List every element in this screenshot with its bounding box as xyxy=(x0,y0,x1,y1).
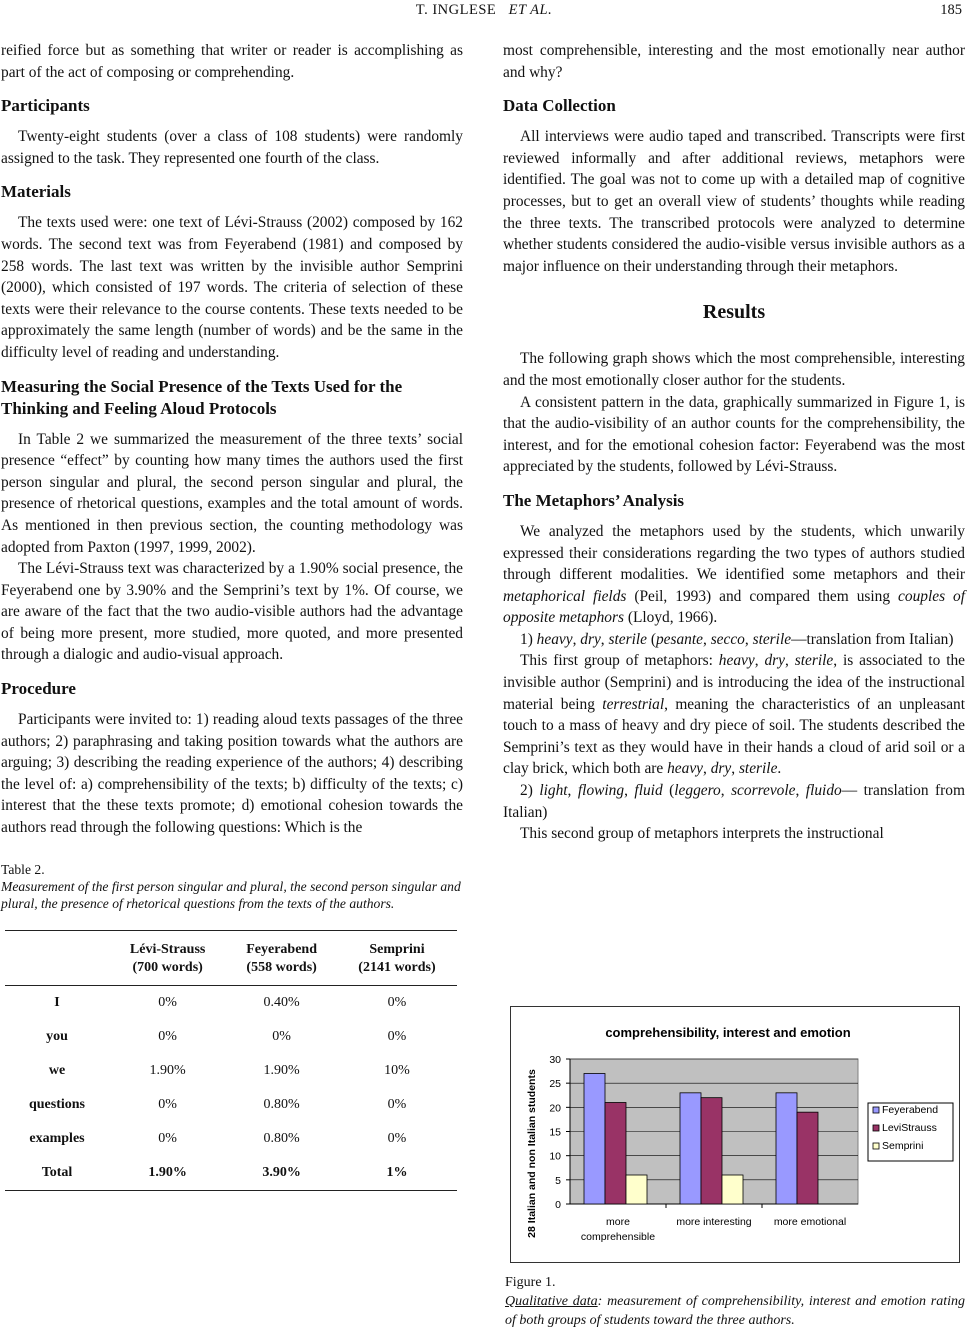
text-run: , xyxy=(703,760,711,778)
legend-swatch xyxy=(873,1107,879,1113)
results-paragraph-1: The following graph shows which the most comprehensible, interesting and the most emotionally closer author for the students. xyxy=(503,350,965,389)
text-run: ( xyxy=(646,630,656,648)
table-header-row xyxy=(5,930,457,985)
italic-run: dry xyxy=(764,652,785,670)
metaphors-paragraph-2 xyxy=(503,629,965,651)
table-cell: 1% xyxy=(337,1156,457,1191)
table-cell: 0% xyxy=(158,994,177,1010)
text-run: — translation from Italian) xyxy=(503,782,965,821)
y-tick-label: 20 xyxy=(549,1102,561,1115)
procedure-paragraph: Participants were invited to: 1) reading aloud texts passages of the three authors; 2) paraphrasing and taking position towards what the authors are arguing; 3) describing the reading experience of the authors; 4) describing the level of: a) comprehensibility of the texts; b) difficulty of the texts; c) interest that the these texts promote; d) emotional cohesion towards the authors read through the following questions: Which is the xyxy=(1,711,463,837)
text-run: , xyxy=(624,782,635,800)
row-label: examples xyxy=(29,1130,85,1146)
running-header xyxy=(0,0,968,22)
left-column xyxy=(1,40,463,1191)
figure-label: Figure 1. xyxy=(505,1275,556,1290)
italic-run: couples of opposite metaphors xyxy=(503,587,966,627)
table-row xyxy=(5,1088,457,1122)
header-words: (558 words) xyxy=(246,959,317,975)
table-cell: 1.90% xyxy=(149,1062,186,1078)
italic-run: heavy xyxy=(536,630,573,648)
table-header-semprini xyxy=(337,930,457,985)
table-header-levi-strauss xyxy=(109,930,226,985)
header-etal: ET AL. xyxy=(508,2,553,18)
table-caption xyxy=(1,878,463,912)
text-run: . xyxy=(777,760,782,778)
legend-label: Feyerabend xyxy=(882,1104,939,1116)
italic-run: sterile xyxy=(608,630,647,648)
legend-label: LeviStrauss xyxy=(882,1122,937,1134)
table-header-blank xyxy=(5,930,109,985)
metaphors-paragraph-1 xyxy=(503,521,965,629)
table-row xyxy=(5,1020,457,1054)
bar-chart-svg xyxy=(511,1007,959,1262)
italic-run: dry xyxy=(710,760,732,778)
row-label: I xyxy=(54,994,60,1010)
text-run: , xyxy=(567,782,578,800)
left-intro-paragraph: reified force but as something that writer or reader is accomplishing as part of the act of composing or comprehending. xyxy=(1,42,463,81)
bar-semprini xyxy=(722,1175,743,1204)
participants-paragraph: Twenty-eight students (over a class of 108 students) were randomly assigned to the task. They represented one fourth of the class. xyxy=(1,128,463,167)
table-cell: 3.90% xyxy=(226,1156,337,1191)
italic-run: sterile xyxy=(794,652,834,670)
metaphors-paragraph-3 xyxy=(503,650,965,780)
italic-run: fluid xyxy=(634,782,663,800)
measuring-paragraph-1: In Table 2 we summarized the measurement of the three texts’ social presence “effect” by counting how many times the authors used the first person singular and plural, the second person singular and plural, the presence of rhetorical questions, examples and the total amount of words. As mentioned in then previous section, the counting methodology was adopted from Paxton (1997, 1999, 2002). xyxy=(1,430,463,556)
table-cell: 0% xyxy=(158,1028,177,1044)
table-cell: 10% xyxy=(384,1062,410,1078)
table-row xyxy=(5,1122,457,1156)
table-cell: 0% xyxy=(387,994,407,1010)
italic-run: sterile xyxy=(738,760,778,778)
text-run: , xyxy=(731,760,739,778)
figure-caption-text xyxy=(505,1292,965,1330)
bar-feyerabend xyxy=(776,1093,797,1204)
row-label: Total xyxy=(5,1156,109,1191)
materials-paragraph: The texts used were: one text of Lévi-Strauss (2002) composed by 162 words. The second text was from Feyerabend (1981) and composed by 258 words. The last text was written by the invisible author Semprini (2000), which consisted of 197 words. The criteria of selection of these texts were their relevance to the course contents. These texts needed to be approximately the same length (number of words) and be the same in the difficulty level of reading and understanding. xyxy=(1,214,463,361)
text-run: This first group of metaphors: xyxy=(520,652,719,670)
right-column xyxy=(503,40,965,845)
header-name: Lévi-Strauss xyxy=(129,941,206,957)
x-tick-label: more emotional xyxy=(773,1216,847,1228)
text-run: 2) xyxy=(520,782,540,800)
bar-feyerabend xyxy=(680,1093,701,1204)
page-number: 185 xyxy=(940,2,962,18)
table-cell: 0% xyxy=(387,1096,407,1112)
text-run: , xyxy=(702,630,711,648)
text-run: , xyxy=(795,782,806,800)
results-heading: Results xyxy=(702,301,766,324)
right-intro-paragraph: most comprehensible, interesting and the most emotionally near author and why? xyxy=(503,42,965,81)
header-authors: T. INGLESE xyxy=(415,2,497,18)
text-run: ( xyxy=(662,782,675,800)
bar-levistrauss xyxy=(701,1098,722,1204)
table-row-total xyxy=(5,1156,457,1191)
header-words: (700 words) xyxy=(132,959,203,975)
text-run: , is associated to the invisible author (Semprini) and is introducing the idea of the instructional material being xyxy=(503,652,965,713)
materials-heading: Materials xyxy=(1,182,71,202)
figure-caption-body: : measurement of comprehensibility, interest and emotion rating of both groups of students toward the three authors. xyxy=(505,1294,965,1328)
bar-levistrauss xyxy=(605,1103,626,1205)
results-paragraph-2: A consistent pattern in the data, graphically summarized in Figure 1, is that the audio-visibility of an author counts for the comprehensibility, the interest, and for the emotional cohesion factor: Feyerabend was the most appreciated by the students, followed by Lévi-Strauss. xyxy=(503,393,965,476)
italic-run: leggero xyxy=(674,782,721,800)
legend-swatch xyxy=(873,1125,879,1131)
y-tick-label: 0 xyxy=(555,1199,561,1211)
table-cell: 0% xyxy=(158,1096,177,1112)
y-tick-label: 5 xyxy=(555,1174,561,1187)
text-run: , xyxy=(600,630,609,648)
y-axis-label: 28 Italian and non Italian students xyxy=(526,1069,538,1238)
x-tick-label: comprehensible xyxy=(580,1231,656,1243)
x-tick-label: more interesting xyxy=(676,1216,752,1228)
text-run: (Peil, 1993) and compared them using xyxy=(626,587,899,605)
data-collection-heading: Data Collection xyxy=(503,96,616,116)
y-tick-label: 25 xyxy=(549,1078,561,1091)
table-caption-text: Measurement of the first person singular and plural, the second person singular and plural, the presence of rhetorical questions from the texts of the authors. xyxy=(1,878,461,911)
text-run: , xyxy=(784,652,795,670)
bar-semprini xyxy=(626,1175,647,1204)
data-collection-paragraph: All interviews were audio taped and transcribed. Transcripts were first reviewed informally and after additional reviews, metaphors were identified. The goal was not to come up with a detailed map of cognitive processes, but to get an overall view of students’ thoughts while reading the three texts. The transcribed protocols were analyzed to determine whether students considered the audio-visible versus invisible authors as a major influence on their understanding through their metaphors. xyxy=(503,128,965,275)
table-cell: 0.40% xyxy=(263,994,300,1010)
italic-run: terrestrial xyxy=(602,695,665,713)
metaphors-heading: The Metaphors’ Analysis xyxy=(503,490,685,510)
chart-title: comprehensibility, interest and emotion xyxy=(605,1025,851,1040)
table-row xyxy=(5,985,457,1020)
social-presence-table xyxy=(5,930,457,1191)
row-label: questions xyxy=(28,1096,86,1112)
metaphors-paragraph-5: This second group of metaphors interprets the instructional xyxy=(520,825,884,843)
italic-run: secco xyxy=(710,630,745,648)
italic-run: scorrevole xyxy=(731,782,796,800)
header-name: Feyerabend xyxy=(246,941,317,957)
text-run: , xyxy=(754,652,765,670)
text-run: , meaning the characteristics of an unpleasant touch to a mass of heavy and dry piece of soil. The students described the Semprini’s text as they would have in their hands a cloud of arid soil or a clay brick, which both are xyxy=(503,695,965,778)
measuring-heading: Measuring the Social Presence of the Texts Used for the Thinking and Feeling Aloud Protocols xyxy=(1,376,403,418)
table-row xyxy=(5,1054,457,1088)
text-run: , xyxy=(572,630,581,648)
italic-run: flowing xyxy=(577,782,625,800)
measuring-paragraph-2: The Lévi-Strauss text was characterized by a 1.90% social presence, the Feyerabend one by 3.90% and the Semprini’s text by 1%. Of course, we are aware of the fact that the two audio-visible authors had the advantage of being more present, more studied, more quoted, and more presented through a dialogic and audio-visual approach. xyxy=(1,560,463,664)
italic-run: light xyxy=(539,782,568,800)
header-words: (2141 words) xyxy=(358,959,436,975)
x-tick-label: more xyxy=(606,1216,630,1228)
text-run: , xyxy=(744,630,753,648)
table-cell: 1.90% xyxy=(263,1062,300,1078)
italic-run: heavy xyxy=(718,652,755,670)
legend-swatch xyxy=(873,1143,879,1149)
italic-run: dry xyxy=(580,630,601,648)
italic-run: sterile xyxy=(752,630,792,648)
table-cell: 0.80% xyxy=(263,1130,300,1146)
metaphors-paragraph-4 xyxy=(503,780,965,823)
table-label: Table 2. xyxy=(1,861,45,877)
table-header-feyerabend xyxy=(226,930,337,985)
text-run: , xyxy=(720,782,732,800)
row-label: you xyxy=(46,1028,68,1044)
italic-run: heavy xyxy=(667,760,703,778)
text-run: 1) xyxy=(520,630,537,648)
table-cell: 0% xyxy=(272,1028,291,1044)
table-cell: 1.90% xyxy=(109,1156,226,1191)
italic-run: metaphorical fields xyxy=(503,587,627,605)
legend-label: Semprini xyxy=(882,1140,924,1152)
y-tick-label: 30 xyxy=(549,1054,561,1066)
figure-caption xyxy=(505,1273,965,1330)
y-tick-label: 10 xyxy=(549,1150,561,1163)
header-name: Semprini xyxy=(369,941,425,957)
text-run: We analyzed the metaphors used by the students, which unwarily expressed their considerations regarding the two types of authors studied through different modalities. We identified some metaphors and their xyxy=(503,522,965,584)
figure-caption-lead: Qualitative data xyxy=(505,1294,598,1309)
text-run: (Lloyd, 1966). xyxy=(623,609,718,627)
table-cell: 0.80% xyxy=(263,1096,300,1112)
table-cell: 0% xyxy=(158,1130,177,1146)
text-run: —translation from Italian) xyxy=(791,630,954,648)
figure-1-chart xyxy=(510,1006,960,1263)
bar-levistrauss xyxy=(797,1112,818,1204)
procedure-heading: Procedure xyxy=(1,679,76,699)
running-title xyxy=(0,2,968,19)
bar-feyerabend xyxy=(584,1074,605,1205)
y-tick-label: 15 xyxy=(549,1126,561,1139)
participants-heading: Participants xyxy=(1,96,90,116)
italic-run: fluido xyxy=(805,782,842,800)
table-cell: 0% xyxy=(387,1130,407,1146)
row-label: we xyxy=(48,1062,66,1078)
italic-run: pesante xyxy=(655,630,703,648)
table-cell: 0% xyxy=(387,1028,407,1044)
